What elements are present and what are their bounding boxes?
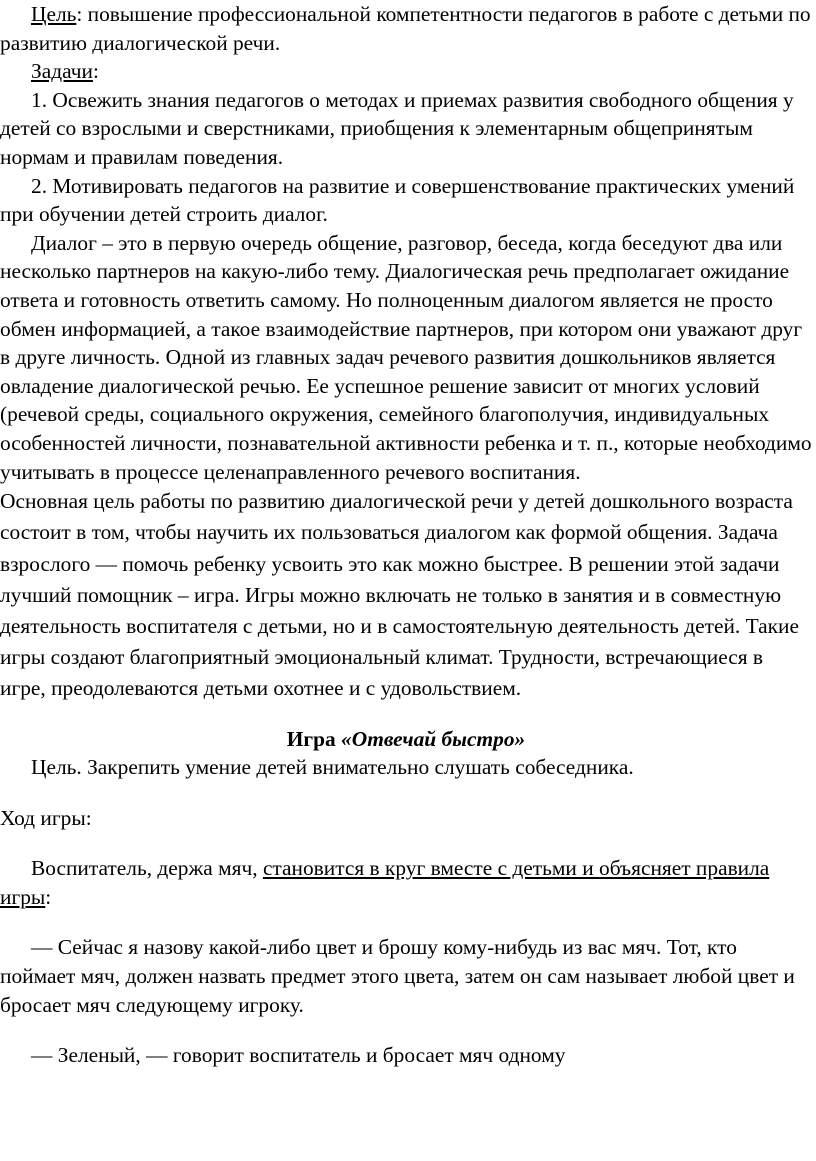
spacer (0, 911, 812, 933)
tasks-heading (0, 57, 812, 86)
teacher-end: : (45, 884, 52, 909)
game-course-label: Ход игры: (0, 805, 92, 830)
spacer (0, 705, 812, 725)
goal-label: Цель (31, 2, 77, 26)
game-goal: Цель. Закрепить умение детей внимательно слушать собеседника. (31, 755, 634, 780)
game-title (0, 725, 812, 754)
task-item-2: 2. Мотивировать педагогов на развитие и совершенствование практических умений при обучении детей строить диалог. (0, 173, 795, 227)
main-paragraph: Основная цель работы по развитию диалогической речи у детей дошкольного возраста состоит в том, чтобы научить их пользоваться диалогом как формой общения. Задача взрослого — помочь ребенку усвоить это как можно быстрее. В решении этой задачи лучший помощник – игра. Игры можно включать не только в занятия и в совместную деятельность воспитателя с детьми, но и в самостоятельную деятельность детей. Такие игры создают благоприятный эмоциональный климат. Трудности, встречающиеся в игре, преодолеваются детьми охотнее и с удовольствием. (0, 489, 799, 701)
spacer (0, 782, 812, 804)
teacher-underlined: становится в круг вместе с детьми и объясняет правила игры (0, 856, 770, 909)
goal-paragraph (0, 0, 812, 57)
game-title-prefix: Игра (286, 726, 342, 751)
task-item-1: 1. Освежить знания педагогов о методах и приемах развития свободного общения у детей со взрослыми и сверстниками, приобщения к элементарным общепринятым нормам и правилам поведения. (0, 87, 794, 169)
goal-text: : повышение профессиональной компетентности педагогов в работе с детьми по развитию диалогической речи. (0, 2, 811, 55)
dialog-paragraph: Диалог – это в первую очередь общение, разговор, беседа, когда беседуют два или несколько партнеров на какую-либо тему. Диалогическая речь предполагает ожидание ответа и готовность ответить самому. Но полноценным диалогом является не просто обмен информацией, а такое взаимодействие партнеров, при котором они уважают друг в друге личность. Одной из главных задач речевого развития дошкольников является овладение диалогической речью. Ее успешное решение зависит от многих условий (речевой среды, социального окружения, семейного благополучия, индивидуальных особенностей личности, познавательной активности ребенка и т. п., которые необходимо учитывать в процессе целенаправленного речевого воспитания. (0, 230, 812, 484)
tasks-label: Задачи (31, 59, 93, 84)
example-paragraph: — Зеленый, — говорит воспитатель и бросает мяч одному (31, 1043, 566, 1068)
teacher-intro: Воспитатель, держа мяч, (31, 856, 263, 881)
rule-paragraph: — Сейчас я назову какой-либо цвет и брошу кому-нибудь из вас мяч. Тот, кто поймает мяч, должен назвать предмет этого цвета, затем он сам называет любой цвет и бросает мяч следующему игроку. (0, 935, 795, 1017)
spacer (0, 832, 812, 854)
tasks-colon: : (92, 59, 99, 84)
teacher-paragraph (0, 854, 812, 911)
spacer (0, 1019, 812, 1041)
game-title-name: «Отвечай быстро» (341, 726, 526, 751)
